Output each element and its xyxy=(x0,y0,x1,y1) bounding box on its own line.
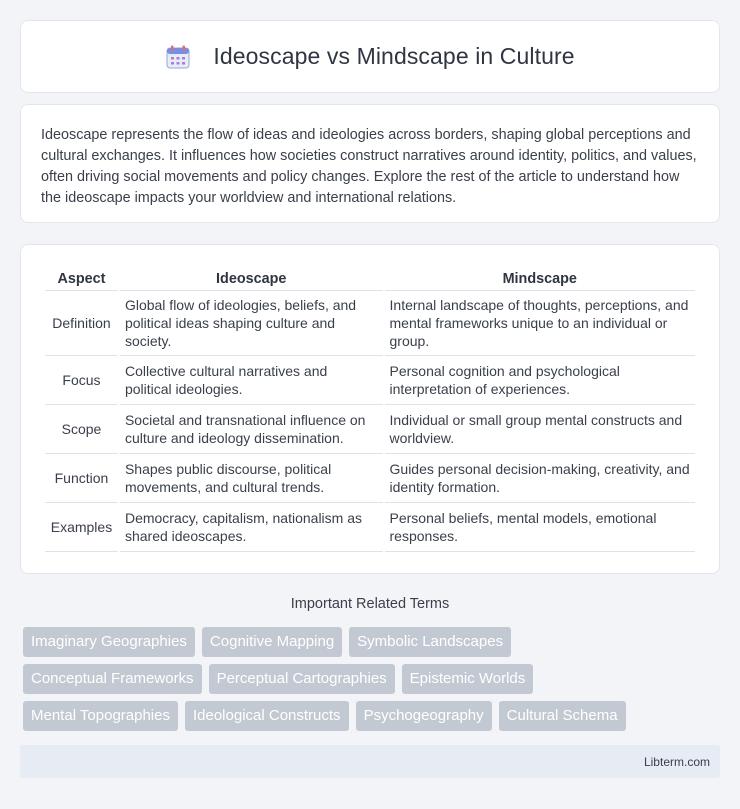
tag-symbolic-landscapes[interactable]: Symbolic Landscapes xyxy=(349,627,511,657)
cell-aspect: Function xyxy=(45,454,118,503)
cell-aspect: Examples xyxy=(45,503,118,552)
cell-ideoscape: Shapes public discourse, political movements, and cultural trends. xyxy=(120,454,383,503)
tag-perceptual-cartographies[interactable]: Perceptual Cartographies xyxy=(209,664,395,694)
column-header-mindscape: Mindscape xyxy=(385,265,695,291)
cell-aspect: Focus xyxy=(45,356,118,405)
cell-mindscape: Internal landscape of thoughts, perceptions, and mental frameworks unique to an individual or group. xyxy=(385,291,695,356)
cell-mindscape: Personal cognition and psychological interpretation of experiences. xyxy=(385,356,695,405)
table-row xyxy=(45,503,695,552)
cell-aspect: Scope xyxy=(45,405,118,454)
cell-mindscape: Individual or small group mental constructs and worldview. xyxy=(385,405,695,454)
cell-mindscape: Guides personal decision-making, creativity, and identity formation. xyxy=(385,454,695,503)
cell-mindscape: Personal beliefs, mental models, emotional responses. xyxy=(385,503,695,552)
cell-ideoscape: Collective cultural narratives and political ideologies. xyxy=(120,356,383,405)
footer-site-link[interactable]: Libterm.com xyxy=(643,754,710,769)
tag-row xyxy=(23,701,723,731)
tag-row xyxy=(23,627,723,657)
cell-ideoscape: Global flow of ideologies, beliefs, and political ideas shaping culture and society. xyxy=(120,291,383,356)
related-terms-list xyxy=(23,627,723,738)
page-title: Ideoscape vs Mindscape in Culture xyxy=(213,43,575,69)
comparison-table xyxy=(43,265,697,552)
footer xyxy=(20,745,720,778)
calendar-icon xyxy=(165,44,191,70)
title-wrap xyxy=(165,43,574,70)
tag-imaginary-geographies[interactable]: Imaginary Geographies xyxy=(23,627,195,657)
tag-cultural-schema[interactable]: Cultural Schema xyxy=(499,701,626,731)
table-header-row xyxy=(45,265,695,291)
tag-conceptual-frameworks[interactable]: Conceptual Frameworks xyxy=(23,664,202,694)
intro-paragraph: Ideoscape represents the flow of ideas and ideologies across borders, shaping global perceptions and cultural exchanges. It influences how societies construct narratives around identity, politics, and values, often driving social movements and policy changes. Explore the rest of the article to understand how the ideoscape impacts your worldview and international relations. xyxy=(41,127,697,206)
column-header-aspect: Aspect xyxy=(45,265,118,291)
cell-ideoscape: Societal and transnational influence on culture and ideology dissemination. xyxy=(120,405,383,454)
tag-row xyxy=(23,664,723,694)
table-row xyxy=(45,454,695,503)
tag-mental-topographies[interactable]: Mental Topographies xyxy=(23,701,178,731)
comparison-table-card xyxy=(20,244,720,574)
table-row xyxy=(45,356,695,405)
title-card xyxy=(20,20,720,93)
table-row xyxy=(45,405,695,454)
tag-cognitive-mapping[interactable]: Cognitive Mapping xyxy=(202,627,342,657)
cell-ideoscape: Democracy, capitalism, nationalism as shared ideoscapes. xyxy=(120,503,383,552)
intro-card xyxy=(20,104,720,223)
table-row xyxy=(45,291,695,356)
tag-ideological-constructs[interactable]: Ideological Constructs xyxy=(185,701,349,731)
cell-aspect: Definition xyxy=(45,291,118,356)
column-header-ideoscape: Ideoscape xyxy=(120,265,383,291)
related-terms-title: Important Related Terms xyxy=(290,596,450,612)
tag-psychogeography[interactable]: Psychogeography xyxy=(356,701,492,731)
tag-epistemic-worlds[interactable]: Epistemic Worlds xyxy=(402,664,534,694)
